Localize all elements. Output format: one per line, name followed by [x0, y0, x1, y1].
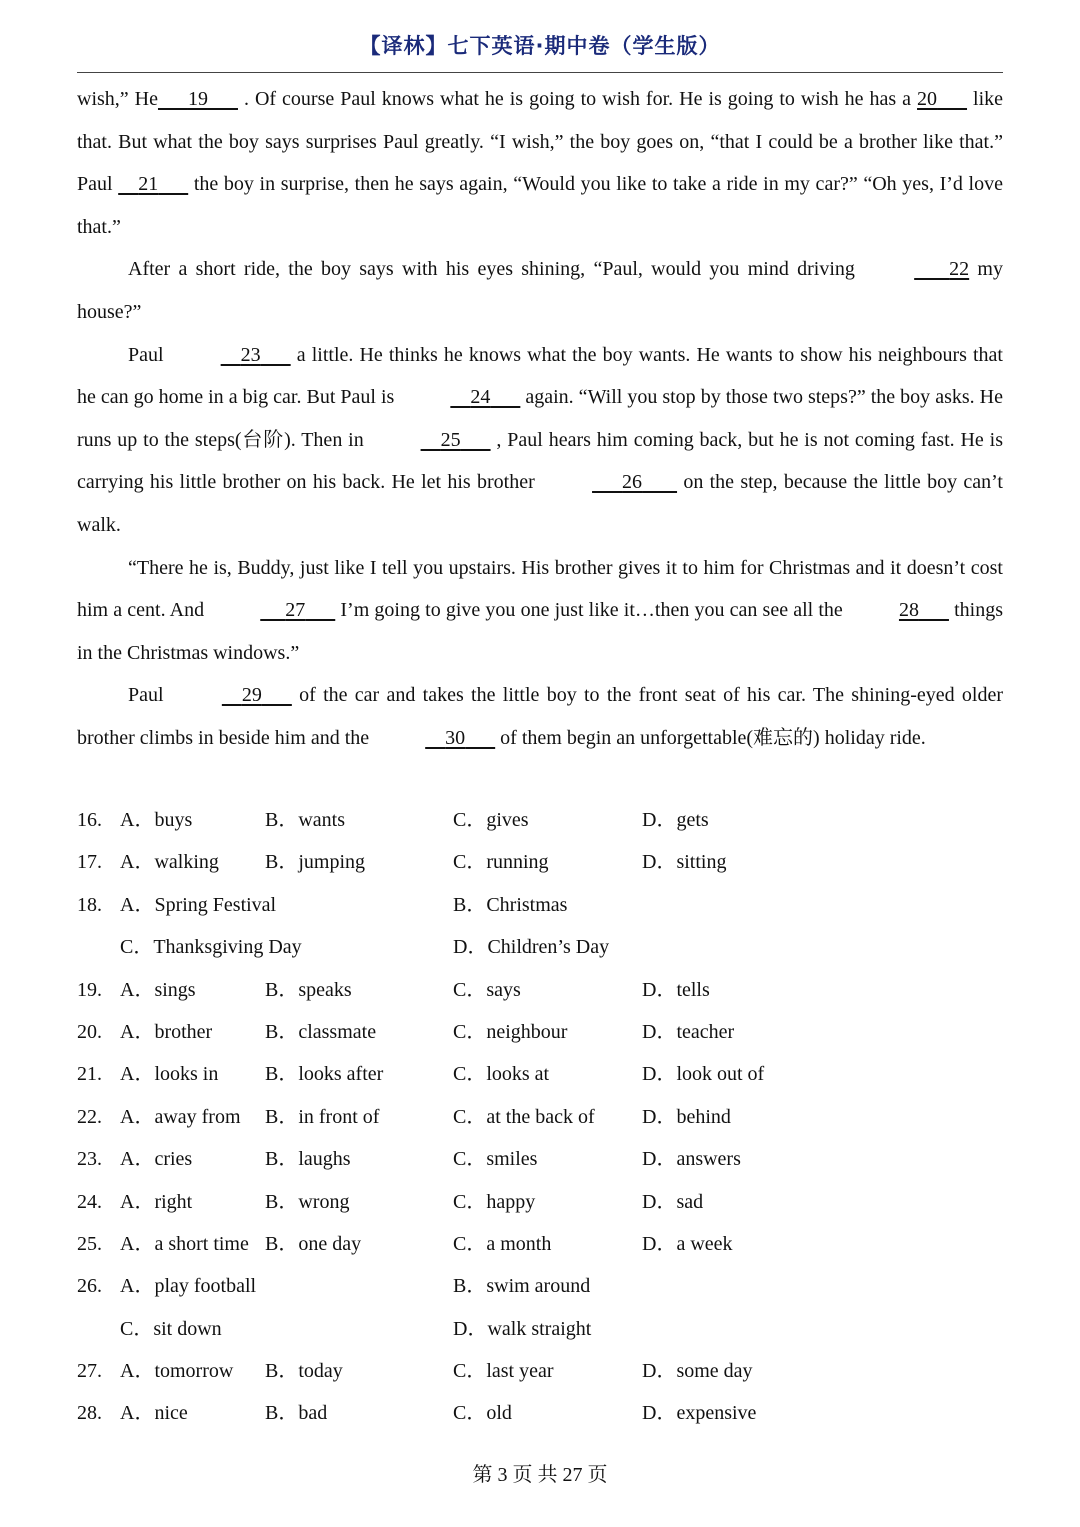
option-a: A．away from [120, 1105, 241, 1128]
blank-23: 23 [240, 343, 261, 366]
option-c: C．smiles [453, 1148, 538, 1171]
option-d: D．expensive [642, 1402, 757, 1425]
blank-21: 21 [138, 173, 159, 196]
option-d: D．teacher [642, 1020, 735, 1043]
option-c: C．gives [453, 809, 529, 831]
option-a: A．Spring Festival [120, 893, 277, 916]
option-c: C．last year [453, 1360, 554, 1383]
question-17 [77, 841, 1003, 883]
question-number: 28. [77, 1402, 102, 1425]
passage-text: of them begin an unforgettable(难忘的) holiday ride. [495, 726, 926, 749]
passage-paragraph-5 [77, 674, 1003, 759]
passage-text: on the step, because the little boy can’t walk. [77, 471, 1003, 536]
option-c: C．says [453, 978, 521, 1001]
option-d: D．answers [642, 1148, 741, 1171]
option-b: B．one day [265, 1232, 362, 1255]
question-24 [77, 1181, 1003, 1223]
option-c: C．running [453, 851, 549, 874]
option-d: D．look out of [642, 1063, 765, 1086]
option-a: A．tomorrow [120, 1360, 234, 1383]
option-c: C．neighbour [453, 1020, 568, 1043]
question-18-continued [77, 926, 1003, 968]
passage-text: like that. But what the boy says surprises Paul greatly. “I wish,” the boy goes on, “that I could be a brother like that.” Paul [77, 88, 1004, 196]
question-number: 27. [77, 1360, 102, 1383]
option-c: C．a month [453, 1232, 552, 1255]
page-header-title: 【译林】七下英语·期中卷（学生版） [359, 34, 721, 58]
question-27 [77, 1350, 1003, 1392]
header-divider [77, 72, 1003, 73]
passage-text: my house?” [77, 258, 1003, 323]
question-number: 24. [77, 1190, 102, 1213]
passage-text: a little. He thinks he knows what the boy wants. He wants to show his neighbours that he can go home in a big car. But Paul is [77, 343, 1003, 409]
option-a: A．nice [120, 1402, 188, 1425]
passage-paragraph-2 [77, 248, 1003, 333]
blank-30: 30 [445, 726, 466, 749]
option-c: C．happy [453, 1190, 536, 1213]
option-b: B．looks after [265, 1063, 384, 1086]
option-c: C．Thanksgiving Day [120, 936, 302, 959]
option-a: A．brother [120, 1020, 213, 1043]
option-d: D．some day [642, 1360, 753, 1383]
option-b: B．laughs [265, 1148, 351, 1171]
option-a: A．sings [120, 978, 196, 1001]
option-b: B．swim around [453, 1275, 591, 1298]
blank-22: 22 [949, 258, 970, 281]
question-number: 21. [77, 1063, 102, 1086]
option-d: D．sitting [642, 851, 727, 874]
blank-26: 26 [622, 471, 643, 494]
option-d: D．behind [642, 1105, 731, 1128]
passage-text: I’m going to give you one just like it…then you can see all the [335, 599, 848, 622]
blank-25: 25 [440, 428, 461, 451]
option-b: B．wants [265, 809, 345, 831]
option-a: A．buys [120, 809, 193, 831]
question-number: 17. [77, 851, 102, 874]
passage-paragraph-3 [77, 334, 1003, 547]
blank-27: 27 [285, 599, 306, 622]
blank-29: 29 [241, 684, 262, 707]
passage-text: again. “Will you stop by those two steps?” the boy asks. He runs up to the steps(台阶). Then in [77, 386, 1003, 451]
passage-paragraph-4 [77, 547, 1003, 675]
option-a: A．walking [120, 851, 219, 874]
question-26-continued [77, 1308, 1003, 1350]
option-d: D．sad [642, 1190, 704, 1213]
passage-text: , Paul hears him coming back, but he is not coming fast. He is carrying his little brother on his back. He let his brother [77, 428, 1003, 494]
question-23 [77, 1138, 1003, 1180]
question-number: 19. [77, 978, 102, 1001]
cloze-passage [77, 78, 1003, 760]
blank-19: 19 [187, 88, 208, 110]
option-c: C．old [453, 1402, 512, 1425]
passage-text: Paul [128, 343, 170, 366]
option-d: D．gets [642, 809, 709, 831]
option-d: D．walk straight [453, 1317, 592, 1340]
question-number: 23. [77, 1148, 102, 1171]
passage-text: Paul [128, 684, 171, 707]
option-d: D．a week [642, 1232, 733, 1255]
option-a: A．cries [120, 1148, 193, 1171]
option-a: A．looks in [120, 1063, 219, 1086]
passage-text: of the car and takes the little boy to the front seat of his car. The shining-eyed older brother climbs in beside him and the [77, 684, 1003, 749]
option-b: B．Christmas [453, 893, 568, 916]
question-20 [77, 1011, 1003, 1053]
option-b: B．speaks [265, 978, 352, 1001]
option-b: B．jumping [265, 851, 366, 874]
passage-paragraph-1 [77, 78, 1003, 248]
passage-text: “There he is, Buddy, just like I tell you upstairs. His brother gives it to him for Christmas and it doesn’t cost him a cent. And [77, 556, 1003, 622]
option-a: A．a short time [120, 1232, 249, 1255]
option-c: C．at the back of [453, 1105, 595, 1128]
option-c: C．looks at [453, 1063, 550, 1086]
option-b: B．wrong [265, 1190, 350, 1213]
blank-24: 24 [470, 386, 491, 409]
question-18 [77, 884, 1003, 926]
option-d: D．Children’s Day [453, 936, 610, 959]
question-19 [77, 969, 1003, 1011]
option-a: A．play football [120, 1275, 257, 1298]
question-28 [77, 1392, 1003, 1434]
question-26 [77, 1265, 1003, 1307]
question-21 [77, 1053, 1003, 1095]
option-b: B．today [265, 1360, 343, 1383]
blank-20: 20 [917, 88, 938, 110]
question-number: 16. [77, 809, 102, 831]
passage-text: . Of course Paul knows what he is going to wish for. He is going to wish he has a [237, 88, 918, 110]
option-b: B．classmate [265, 1020, 377, 1043]
question-number: 20. [77, 1020, 102, 1043]
question-number: 22. [77, 1105, 102, 1128]
page-number-footer: 第 3 页 共 27 页 [472, 1464, 608, 1486]
blank-28: 28 [898, 599, 919, 622]
question-options [77, 799, 1003, 1435]
question-number: 25. [77, 1232, 102, 1255]
option-b: B．in front of [265, 1105, 380, 1128]
passage-text: the boy in surprise, then he says again, “Would you like to take a ride in my car?” “Oh yes, I’d love that.” [77, 173, 1003, 238]
passage-text: After a short ride, the boy says with his eyes shining, “Paul, would you mind driving [128, 258, 864, 281]
question-16 [77, 799, 1003, 841]
question-number: 26. [77, 1275, 102, 1298]
question-25 [77, 1223, 1003, 1265]
option-c: C．sit down [120, 1317, 222, 1340]
option-b: B．bad [265, 1402, 328, 1425]
passage-text: wish,” He [77, 88, 158, 110]
option-a: A．right [120, 1190, 193, 1213]
question-number: 18. [77, 893, 102, 916]
question-22 [77, 1096, 1003, 1138]
passage-text: things in the Christmas windows.” [77, 599, 1003, 664]
option-d: D．tells [642, 978, 710, 1001]
